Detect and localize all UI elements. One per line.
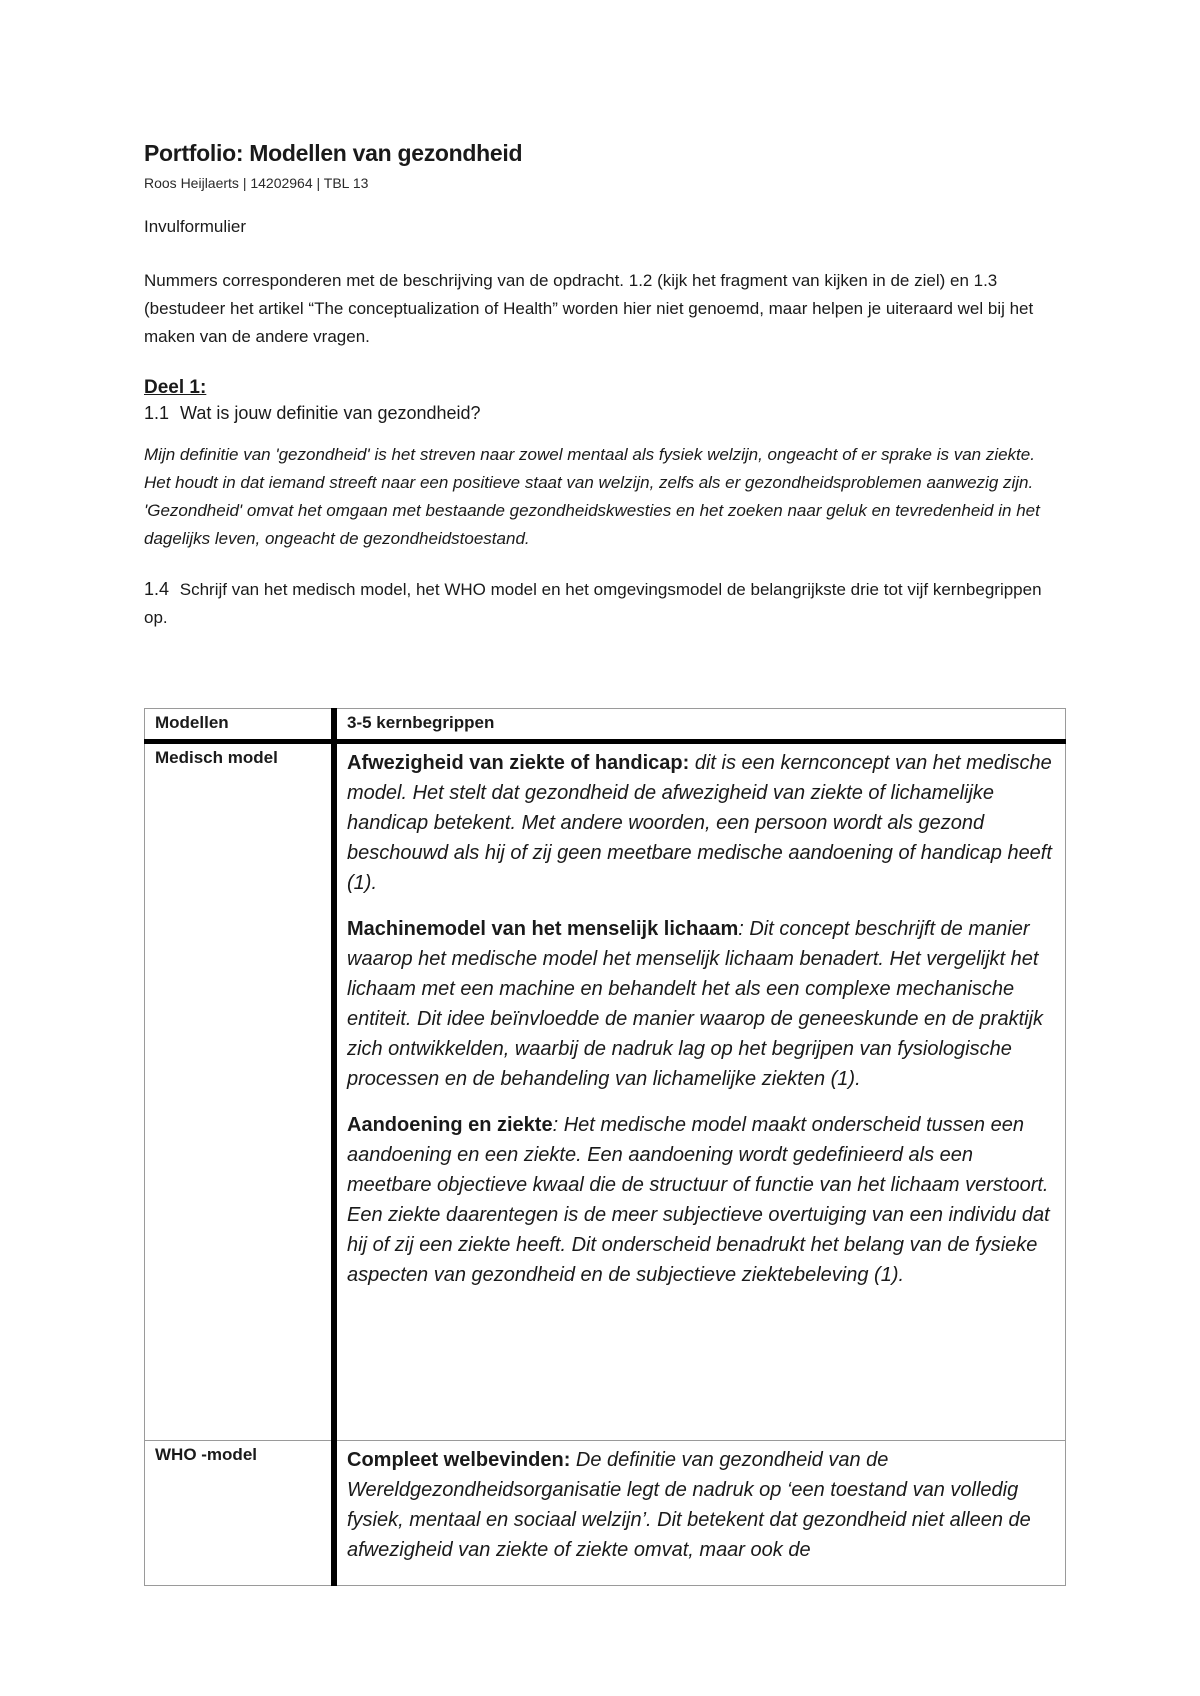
author-line: Roos Heijlaerts | 14202964 | TBL 13 bbox=[144, 175, 369, 191]
answer-1-1: Mijn definitie van 'gezondheid' is het streven naar zowel mentaal als fysiek welzijn, ongeacht of er sprake is van ziekte. Het houdt in dat iemand streeft naar een positieve staat van welzijn, zelfs als er gezondheidsproblemen aanwezig zijn. 'Gezondheid' omvat het omgaan met bestaande gezondheidskwesties en het zoeken naar geluk en tevredenheid in het dagelijks leven, ongeacht de gezondheidstoestand. bbox=[144, 445, 1040, 548]
table-header-row bbox=[145, 709, 1066, 742]
concepts-cell bbox=[334, 742, 1066, 1441]
header-concepts: 3-5 kernbegrippen bbox=[334, 709, 1066, 742]
section-heading-deel-1: Deel 1: bbox=[144, 377, 207, 398]
document-page bbox=[144, 140, 1066, 632]
question-text: Wat is jouw definitie van gezondheid? bbox=[180, 403, 481, 423]
concept-term: Compleet welbevinden: bbox=[347, 1449, 571, 1471]
concept-term: Machinemodel van het menselijk lichaam bbox=[347, 918, 739, 940]
models-table bbox=[144, 708, 1066, 1586]
concept-term: Afwezigheid van ziekte of handicap: bbox=[347, 752, 690, 774]
form-label: Invulformulier bbox=[144, 217, 247, 236]
question-1-1 bbox=[144, 399, 1066, 427]
concept-item bbox=[347, 748, 1055, 898]
header-models: Modellen bbox=[145, 709, 335, 742]
concept-text: dit is een kernconcept van het medische model. Het stelt dat gezondheid de afwezigheid van ziekte of lichamelijke handicap betekent. Met andere woorden, een persoon wordt als gezond beschouwd als hij of zij geen meetbare medische aandoening of handicap heeft (1). bbox=[347, 752, 1052, 894]
concept-text: De definitie van gezondheid van de Wereldgezondheidsorganisatie legt de nadruk op ‘een toestand van volledig fysiek, mentaal en sociaal welzijn’. Dit betekent dat gezondheid niet alleen de afwezigheid van ziekte of ziekte omvat, maar ook de bbox=[347, 1449, 1031, 1561]
concept-text: : Dit concept beschrijft de manier waarop het medische model het menselijk lichaam benadert. Het vergelijkt het lichaam met een machine en behandelt het als een complexe mechanische entiteit. Dit idee beïnvloedde de manier waarop de geneeskunde en de praktijk zich ontwikkelden, waarbij de nadruk lag op het begrijpen van fysiologische processen en de behandeling van lichamelijke ziekten (1). bbox=[347, 918, 1044, 1090]
concept-item bbox=[347, 1110, 1055, 1290]
concepts-cell bbox=[334, 1441, 1066, 1586]
question-1-4 bbox=[144, 575, 1066, 632]
question-number: 1.1 bbox=[144, 403, 170, 423]
page-title: Portfolio: Modellen van gezondheid bbox=[144, 140, 523, 166]
concept-term: Aandoening en ziekte bbox=[347, 1114, 553, 1136]
concept-item bbox=[347, 1445, 1055, 1565]
table-row bbox=[145, 742, 1066, 1441]
question-text: Schrijf van het medisch model, het WHO model en het omgevingsmodel de belangrijkste drie tot vijf kernbegrippen op. bbox=[144, 580, 1042, 627]
table-row bbox=[145, 1441, 1066, 1586]
model-name: Medisch model bbox=[145, 742, 335, 1441]
concept-text: : Het medische model maakt onderscheid tussen een aandoening en een ziekte. Een aandoening wordt gedefinieerd als een meetbare objectieve kwaal die de structuur of functie van het lichaam verstoort. Een ziekte daarentegen is de meer subjectieve overtuiging van een individu dat hij of zij een ziekte heeft. Dit onderscheid benadrukt het belang van de fysieke aspecten van gezondheid en de subjectieve ziektebeleving (1). bbox=[347, 1114, 1050, 1286]
model-name: WHO -model bbox=[145, 1441, 335, 1586]
question-number: 1.4 bbox=[144, 579, 170, 599]
concept-item bbox=[347, 914, 1055, 1094]
intro-paragraph: Nummers corresponderen met de beschrijving van de opdracht. 1.2 (kijk het fragment van kijken in de ziel) en 1.3 (bestudeer het artikel “The conceptualization of Health” worden hier niet genoemd, maar helpen je uiteraard wel bij het maken van de andere vragen. bbox=[144, 271, 1034, 346]
